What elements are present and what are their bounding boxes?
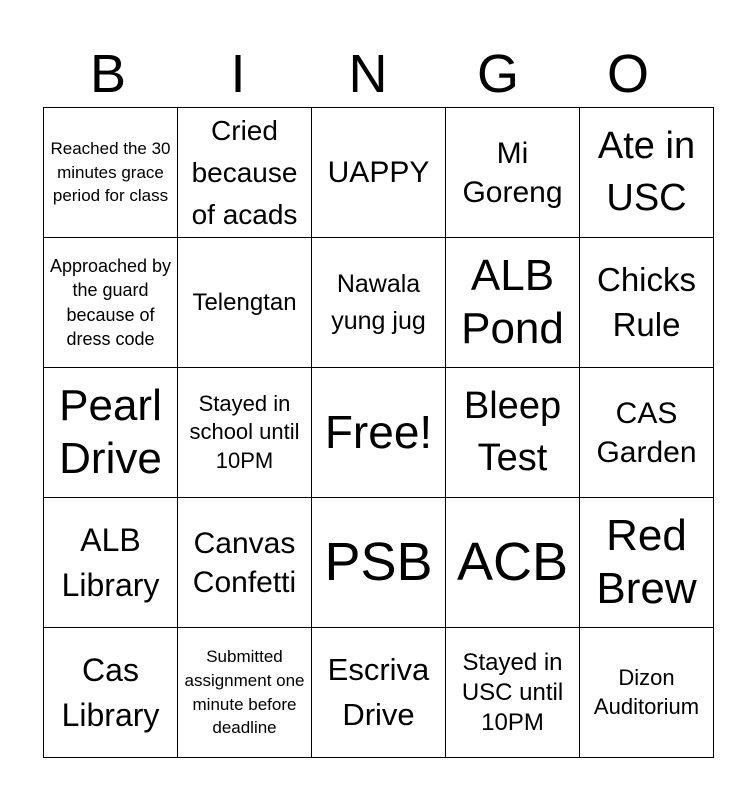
bingo-cell: Mi Goreng <box>446 108 580 238</box>
free-space: Free! <box>312 368 446 498</box>
bingo-board <box>43 107 714 758</box>
board-row <box>44 628 714 758</box>
bingo-cell: Red Brew <box>580 498 714 628</box>
header-letter-i: I <box>230 44 246 104</box>
board-row <box>44 108 714 238</box>
bingo-cell: Telengtan <box>178 238 312 368</box>
bingo-cell: Approached by the guard because of dress code <box>44 238 178 368</box>
header-letter-b: B <box>89 44 127 104</box>
bingo-cell: Reached the 30 minutes grace period for class <box>44 108 178 238</box>
board-row <box>44 368 714 498</box>
bingo-cell: CAS Garden <box>580 368 714 498</box>
bingo-cell: Stayed in USC until 10PM <box>446 628 580 758</box>
bingo-cell: Nawala yung jug <box>312 238 446 368</box>
board-row <box>44 498 714 628</box>
bingo-cell: Submitted assignment one minute before deadline <box>178 628 312 758</box>
header-letter-g: G <box>476 44 519 104</box>
header-letter-o: O <box>606 44 649 104</box>
bingo-cell: Cas Library <box>44 628 178 758</box>
bingo-cell: Chicks Rule <box>580 238 714 368</box>
bingo-cell: PSB <box>312 498 446 628</box>
bingo-cell: Ate in USC <box>580 108 714 238</box>
board-row <box>44 238 714 368</box>
bingo-cell: ALB Pond <box>446 238 580 368</box>
bingo-cell: Dizon Auditorium <box>580 628 714 758</box>
bingo-cell: Stayed in school until 10PM <box>178 368 312 498</box>
bingo-cell: Bleep Test <box>446 368 580 498</box>
bingo-cell: ACB <box>446 498 580 628</box>
bingo-cell: Escriva Drive <box>312 628 446 758</box>
bingo-cell: Pearl Drive <box>44 368 178 498</box>
bingo-cell: ALB Library <box>44 498 178 628</box>
bingo-cell: UAPPY <box>312 108 446 238</box>
bingo-cell: Cried because of acads <box>178 108 312 238</box>
bingo-cell: Canvas Confetti <box>178 498 312 628</box>
header-letter-n: N <box>348 44 388 104</box>
bingo-header <box>43 40 693 108</box>
